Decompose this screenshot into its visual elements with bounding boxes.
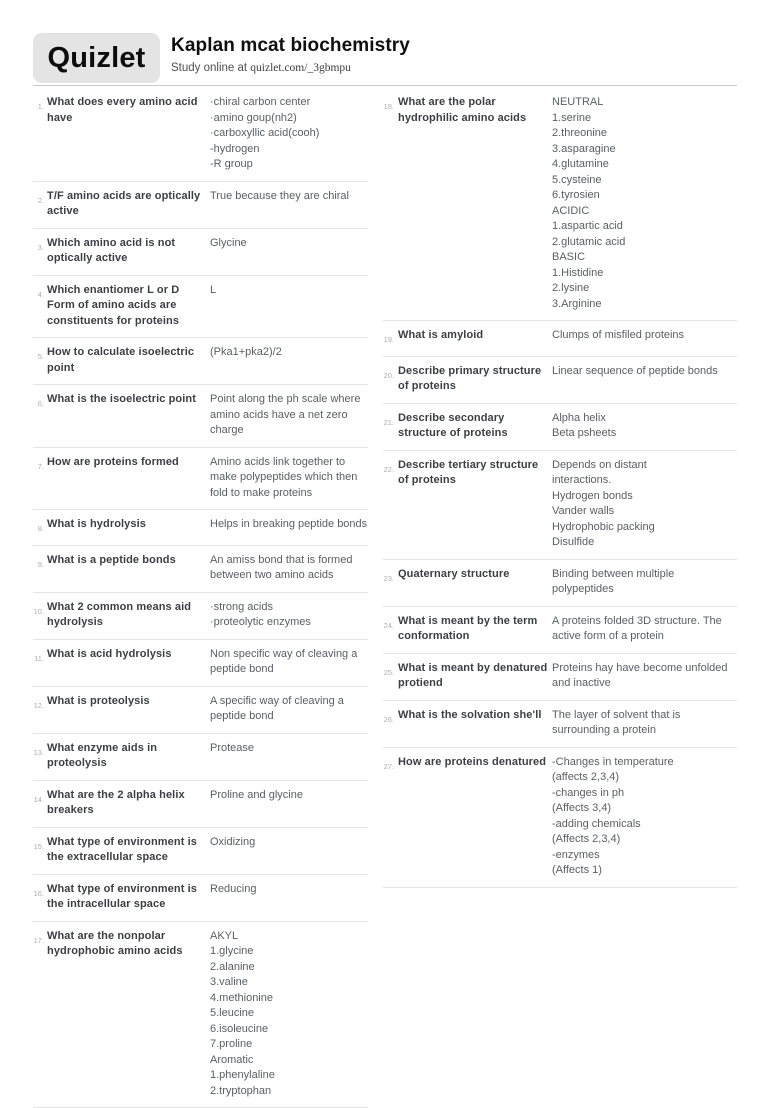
card-answer: Depends on distant interactions. Hydrogen bonds Vander walls Hydrophobic packing Disulfide <box>552 458 737 551</box>
card-answer: Alpha helix Beta psheets <box>552 411 737 442</box>
card-number: 13. <box>33 741 44 772</box>
qa-row <box>383 404 737 451</box>
card-number: 27. <box>383 755 394 879</box>
card-question: What is meant by the term conformation <box>398 614 548 645</box>
card-answer: Proteins hay have become unfolded and inactive <box>552 661 737 692</box>
card-answer: Amino acids link together to make polypeptides which then fold to make proteins <box>210 455 368 502</box>
card-answer: An amiss bond that is formed between two amino acids <box>210 553 368 584</box>
card-number: 14. <box>33 788 44 819</box>
card-answer: Non specific way of cleaving a peptide bond <box>210 647 368 678</box>
card-number: 1. <box>33 95 44 173</box>
card-number: 3. <box>33 236 44 267</box>
card-answer: Helps in breaking peptide bonds <box>210 517 368 537</box>
card-question: Describe secondary structure of proteins <box>398 411 548 442</box>
card-number: 25. <box>383 661 394 692</box>
card-answer: A proteins folded 3D structure. The active form of a protein <box>552 614 737 645</box>
card-question: What is hydrolysis <box>47 517 207 537</box>
left-column <box>33 88 368 1108</box>
card-answer: Binding between multiple polypeptides <box>552 567 737 598</box>
card-answer: Clumps of misfiled proteins <box>552 328 737 348</box>
card-answer: ·chiral carbon center ·amino goup(nh2) ·carboxyllic acid(cooh) -hydrogen -R group <box>210 95 368 173</box>
card-answer: The layer of solvent that is surrounding a protein <box>552 708 737 739</box>
qa-row <box>33 510 368 546</box>
card-number: 22. <box>383 458 394 551</box>
qa-row <box>33 922 368 1108</box>
card-answer: AKYL 1.glycine 2.alanine 3.valine 4.methionine 5.leucine 6.isoleucine 7.proline Aromatic 1.phenylaline 2.tryptophan <box>210 929 368 1100</box>
card-answer: Proline and glycine <box>210 788 368 819</box>
card-number: 20. <box>383 364 394 395</box>
card-number: 12. <box>33 694 44 725</box>
card-answer: Protease <box>210 741 368 772</box>
qa-row <box>33 276 368 339</box>
card-number: 23. <box>383 567 394 598</box>
card-answer: A specific way of cleaving a peptide bond <box>210 694 368 725</box>
qa-row <box>383 88 737 321</box>
qa-row <box>33 182 368 229</box>
card-number: 9. <box>33 553 44 584</box>
qa-row <box>33 546 368 593</box>
card-number: 4. <box>33 283 44 330</box>
card-answer: ·strong acids ·proteolytic enzymes <box>210 600 368 631</box>
subtitle-prefix: Study online at <box>171 62 250 74</box>
qa-row <box>383 607 737 654</box>
card-question: How are proteins formed <box>47 455 207 502</box>
qa-row <box>383 560 737 607</box>
card-question: What is the isoelectric point <box>47 392 207 439</box>
card-question: What is meant by denatured protiend <box>398 661 548 692</box>
card-number: 11. <box>33 647 44 678</box>
qa-row <box>33 385 368 448</box>
qa-row <box>33 593 368 640</box>
card-number: 6. <box>33 392 44 439</box>
set-url: quizlet.com/_3gbmpu <box>250 62 351 74</box>
card-number: 5. <box>33 345 44 376</box>
card-question: How are proteins denatured <box>398 755 548 879</box>
card-answer: Reducing <box>210 882 368 913</box>
quizlet-logo-text: Quizlet <box>47 42 145 75</box>
qa-row <box>33 229 368 276</box>
qa-row <box>33 781 368 828</box>
header-divider <box>33 85 737 86</box>
card-number: 18. <box>383 95 394 312</box>
card-question: T/F amino acids are optically active <box>47 189 207 220</box>
card-answer: L <box>210 283 368 330</box>
card-question: Which amino acid is not optically active <box>47 236 207 267</box>
card-question: Which enantiomer L or D Form of amino acids are constituents for proteins <box>47 283 207 330</box>
card-answer: Glycine <box>210 236 368 267</box>
qa-row <box>383 701 737 748</box>
qa-row <box>33 88 368 182</box>
card-question: Describe tertiary structure of proteins <box>398 458 548 551</box>
card-answer: (Pka1+pka2)/2 <box>210 345 368 376</box>
card-answer: NEUTRAL 1.serine 2.threonine 3.asparagine 4.glutamine 5.cysteine 6.tyrosien ACIDIC 1.aspartic acid 2.glutamic acid BASIC 1.Histidine 2.lysine 3.Arginine <box>552 95 737 312</box>
right-column <box>383 88 737 888</box>
card-question: What type of environment is the intracellular space <box>47 882 207 913</box>
card-answer: -Changes in temperature (affects 2,3,4) -changes in ph (Affects 3,4) -adding chemicals (Affects 2,3,4) -enzymes (Affects 1) <box>552 755 737 879</box>
set-title: Kaplan mcat biochemistry <box>171 35 410 58</box>
card-question: Quaternary structure <box>398 567 548 598</box>
card-question: How to calculate isoelectric point <box>47 345 207 376</box>
card-question: What enzyme aids in proteolysis <box>47 741 207 772</box>
card-answer: True because they are chiral <box>210 189 368 220</box>
qa-row <box>33 338 368 385</box>
study-online-line <box>171 62 410 74</box>
card-question: What 2 common means aid hydrolysis <box>47 600 207 631</box>
card-number: 16. <box>33 882 44 913</box>
document-header <box>33 33 737 83</box>
card-answer: Oxidizing <box>210 835 368 866</box>
qa-row <box>383 654 737 701</box>
header-text-block <box>171 33 410 74</box>
qa-row <box>33 448 368 511</box>
card-question: What is proteolysis <box>47 694 207 725</box>
card-question: What is acid hydrolysis <box>47 647 207 678</box>
card-question: What type of environment is the extracellular space <box>47 835 207 866</box>
card-number: 2. <box>33 189 44 220</box>
card-question: What does every amino acid have <box>47 95 207 173</box>
card-number: 19. <box>383 328 394 348</box>
card-question: What is amyloid <box>398 328 548 348</box>
card-number: 24. <box>383 614 394 645</box>
card-number: 7. <box>33 455 44 502</box>
card-question: What are the polar hydrophilic amino acids <box>398 95 548 312</box>
card-number: 15. <box>33 835 44 866</box>
card-question: What are the 2 alpha helix breakers <box>47 788 207 819</box>
qa-row <box>33 828 368 875</box>
card-number: 26. <box>383 708 394 739</box>
card-answer: Point along the ph scale where amino acids have a net zero charge <box>210 392 368 439</box>
card-number: 10. <box>33 600 44 631</box>
qa-row <box>383 451 737 560</box>
qa-row <box>383 321 737 357</box>
card-number: 8. <box>33 517 44 537</box>
card-question: What are the nonpolar hydrophobic amino acids <box>47 929 207 1100</box>
card-question: Describe primary structure of proteins <box>398 364 548 395</box>
card-number: 21. <box>383 411 394 442</box>
qa-row <box>33 687 368 734</box>
quizlet-logo <box>33 33 160 83</box>
qa-row <box>33 734 368 781</box>
qa-row <box>383 748 737 888</box>
qa-row <box>383 357 737 404</box>
qa-row <box>33 640 368 687</box>
card-number: 17. <box>33 929 44 1100</box>
qa-row <box>33 875 368 922</box>
card-question: What is the solvation she'll <box>398 708 548 739</box>
card-question: What is a peptide bonds <box>47 553 207 584</box>
card-answer: Linear sequence of peptide bonds <box>552 364 737 395</box>
